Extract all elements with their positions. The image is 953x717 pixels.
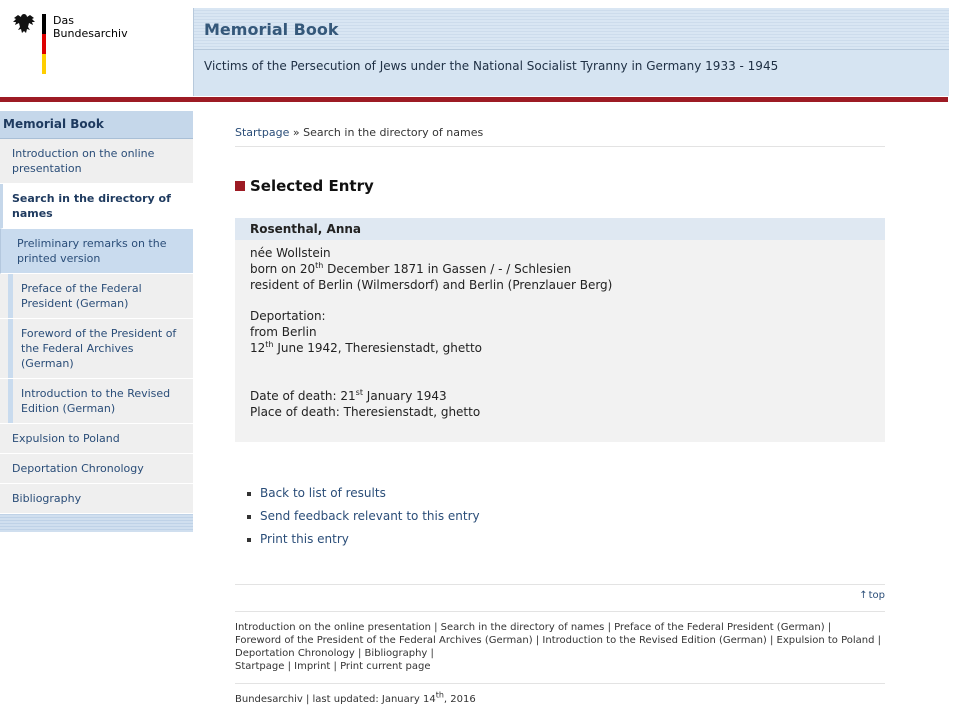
bundesarchiv-logo[interactable] [12,12,192,82]
back-to-top[interactable] [235,584,885,601]
back-to-results-link[interactable]: Back to list of results [247,482,885,505]
header-banner [193,8,949,96]
footer-nav: Introduction on the online presentation | Search in the directory of names | Preface of the Federal President (German) | Foreword of the President of the Federal Archives (German) | Introduction to the Revised Edition (German) | Expulsion to Poland | Deportation Chronology | Bibliography | Startpage | Imprint | Print current page [235,611,885,684]
sidebar-item-expulsion-poland[interactable]: Expulsion to Poland [0,424,193,454]
deportation-date: 12th June 1942, Theresienstadt, ghetto [250,340,482,355]
entry-card [235,218,885,442]
footer-link-foreword-archives[interactable]: Foreword of the President of the Federal Archives (German) [235,635,533,646]
entry-actions [235,482,885,551]
top-link[interactable]: top [868,590,885,601]
logo-line-1: Das [53,14,74,27]
entry-resident: resident of Berlin (Wilmersdorf) and Berlin (Prenzlauer Berg) [250,278,613,292]
german-flag-stripe [42,14,46,74]
deportation-from: from Berlin [250,325,317,339]
footer-link-introduction[interactable]: Introduction on the online presentation [235,622,431,633]
logo-text [53,14,128,40]
print-entry-link[interactable]: Print this entry [247,528,885,551]
entry-details [235,240,885,442]
footer-link-deportation-chronology[interactable]: Deportation Chronology [235,648,355,659]
sidebar-item-introduction[interactable]: Introduction on the online presentation [0,139,193,184]
breadcrumb-separator: » [289,126,304,139]
footer-link-startpage[interactable]: Startpage [235,661,285,672]
logo-line-2: Bundesarchiv [53,27,128,40]
footer-link-imprint[interactable]: Imprint [294,661,331,672]
entry-born: born on 20th December 1871 in Gassen / - / Schlesien [250,261,572,276]
sidebar-item-revised-edition[interactable]: Introduction to the Revised Edition (German) [0,379,193,424]
footer-link-bibliography[interactable]: Bibliography [364,648,428,659]
page-title: Selected Entry [235,177,885,195]
footer-link-expulsion-poland[interactable]: Expulsion to Poland [776,635,875,646]
footer-link-print-page[interactable]: Print current page [340,661,431,672]
entry-nee: née Wollstein [250,246,331,260]
sidebar-item-search-names[interactable]: Search in the directory of names [0,184,193,229]
sidebar-nav [0,111,193,532]
entry-name: Rosenthal, Anna [235,218,885,240]
sidebar-heading[interactable]: Memorial Book [0,111,193,139]
footer-link-preface-president[interactable]: Preface of the Federal President (German) [614,622,825,633]
death-place: Place of death: Theresienstadt, ghetto [250,405,481,419]
eagle-icon [12,12,36,38]
breadcrumb-startpage[interactable]: Startpage [235,126,290,139]
sidebar-item-foreword-archives[interactable]: Foreword of the President of the Federal Archives (German) [0,319,193,379]
main-content [235,111,885,705]
sidebar-item-bibliography[interactable]: Bibliography [0,484,193,514]
sidebar-item-preface-president[interactable]: Preface of the Federal President (German) [0,274,193,319]
footer-link-search-names[interactable]: Search in the directory of names [440,622,605,633]
last-updated: Bundesarchiv | last updated: January 14th, 2016 [235,690,476,705]
deportation-label: Deportation: [250,309,326,323]
site-subtitle: Victims of the Persecution of Jews under the National Socialist Tyranny in Germany 1933 - 1945 [204,59,779,73]
breadcrumb [235,126,885,147]
death-date: Date of death: 21st January 1943 [250,388,447,403]
arrow-up-icon: ↑ [859,590,868,601]
breadcrumb-current: Search in the directory of names [303,126,484,139]
site-title: Memorial Book [204,20,339,39]
sidebar-item-preliminary-remarks[interactable]: Preliminary remarks on the printed version [0,229,193,274]
sidebar-footer [0,514,193,532]
footer-link-revised-edition[interactable]: Introduction to the Revised Edition (German) [542,635,767,646]
sidebar-item-deportation-chronology[interactable]: Deportation Chronology [0,454,193,484]
header-divider [0,97,948,102]
send-feedback-link[interactable]: Send feedback relevant to this entry [247,505,885,528]
